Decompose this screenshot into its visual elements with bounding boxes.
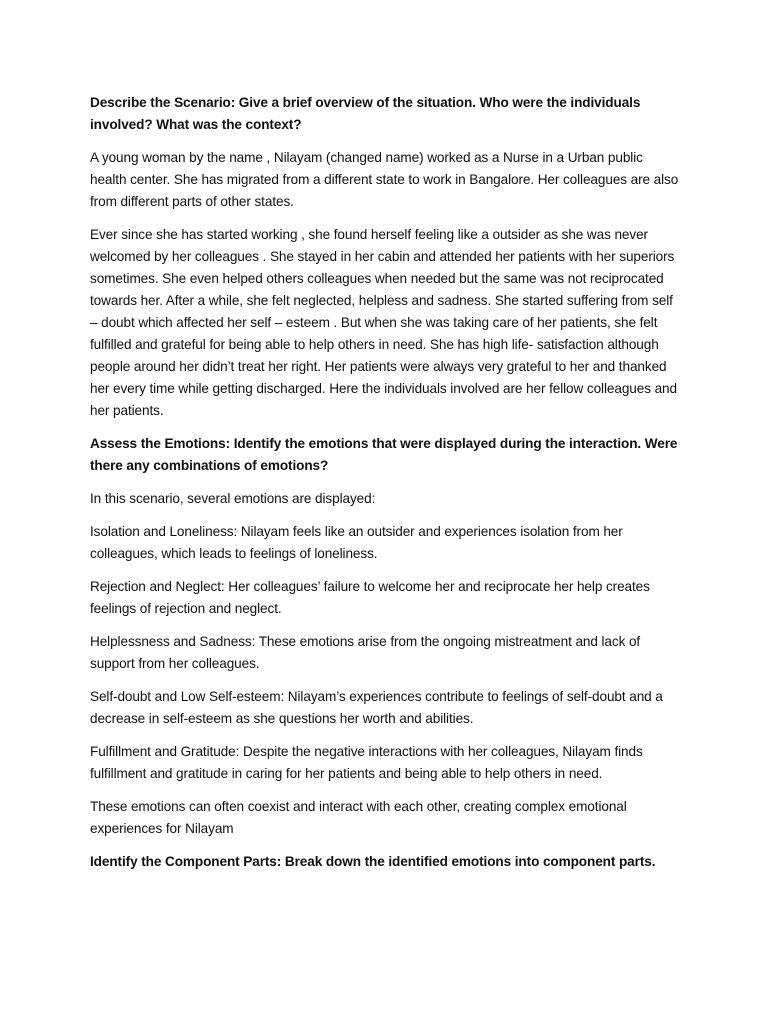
paragraph-rejection: Rejection and Neglect: Her colleagues’ failure to welcome her and reciprocate her help creates feelings of rejection and neglect. [90,579,650,616]
paragraph-situation: Ever since she has started working , she found herself feeling like a outsider as she was never welcomed by her colleagues . She stayed in her cabin and attended her patients with her superiors sometimes. She even helped others colleagues when needed but the same was not reciprocated towards her. After a while, she felt neglected, helpless and sadness. She started suffering from self – doubt which affected her self – esteem . But when she was taking care of her patients, she felt fulfilled and grateful for being able to help others in need. She has high life- satisfaction although people around her didn’t treat her right. Her patients were always very grateful to her and thanked her every time while getting discharged. Here the individuals involved are her fellow colleagues and her patients. [90,227,677,418]
document-page [90,92,682,884]
heading-assess-emotions: Assess the Emotions: Identify the emotions that were displayed during the interaction. Were there any combinations of emotions? [90,436,678,473]
paragraph-helplessness: Helplessness and Sadness: These emotions arise from the ongoing mistreatment and lack of support from her colleagues. [90,634,641,671]
paragraph-context: A young woman by the name , Nilayam (changed name) worked as a Nurse in a Urban public health center. She has migrated from a different state to work in Bangalore. Her colleagues are also from different parts of other states. [90,150,679,209]
heading-describe-scenario: Describe the Scenario: Give a brief overview of the situation. Who were the individuals involved? What was the context? [90,95,641,132]
paragraph-fulfillment: Fulfillment and Gratitude: Despite the negative interactions with her colleagues, Nilayam finds fulfillment and gratitude in caring for her patients and being able to help others in need. [90,744,643,781]
paragraph-coexist: These emotions can often coexist and interact with each other, creating complex emotional experiences for Nilayam [90,799,627,836]
heading-component-parts: Identify the Component Parts: Break down the identified emotions into component parts. [90,854,656,869]
paragraph-emotions-intro: In this scenario, several emotions are displayed: [90,491,376,506]
paragraph-isolation: Isolation and Loneliness: Nilayam feels like an outsider and experiences isolation from her colleagues, which leads to feelings of loneliness. [90,524,623,561]
paragraph-self-doubt: Self-doubt and Low Self-esteem: Nilayam’s experiences contribute to feelings of self-doubt and a decrease in self-esteem as she questions her worth and abilities. [90,689,663,726]
